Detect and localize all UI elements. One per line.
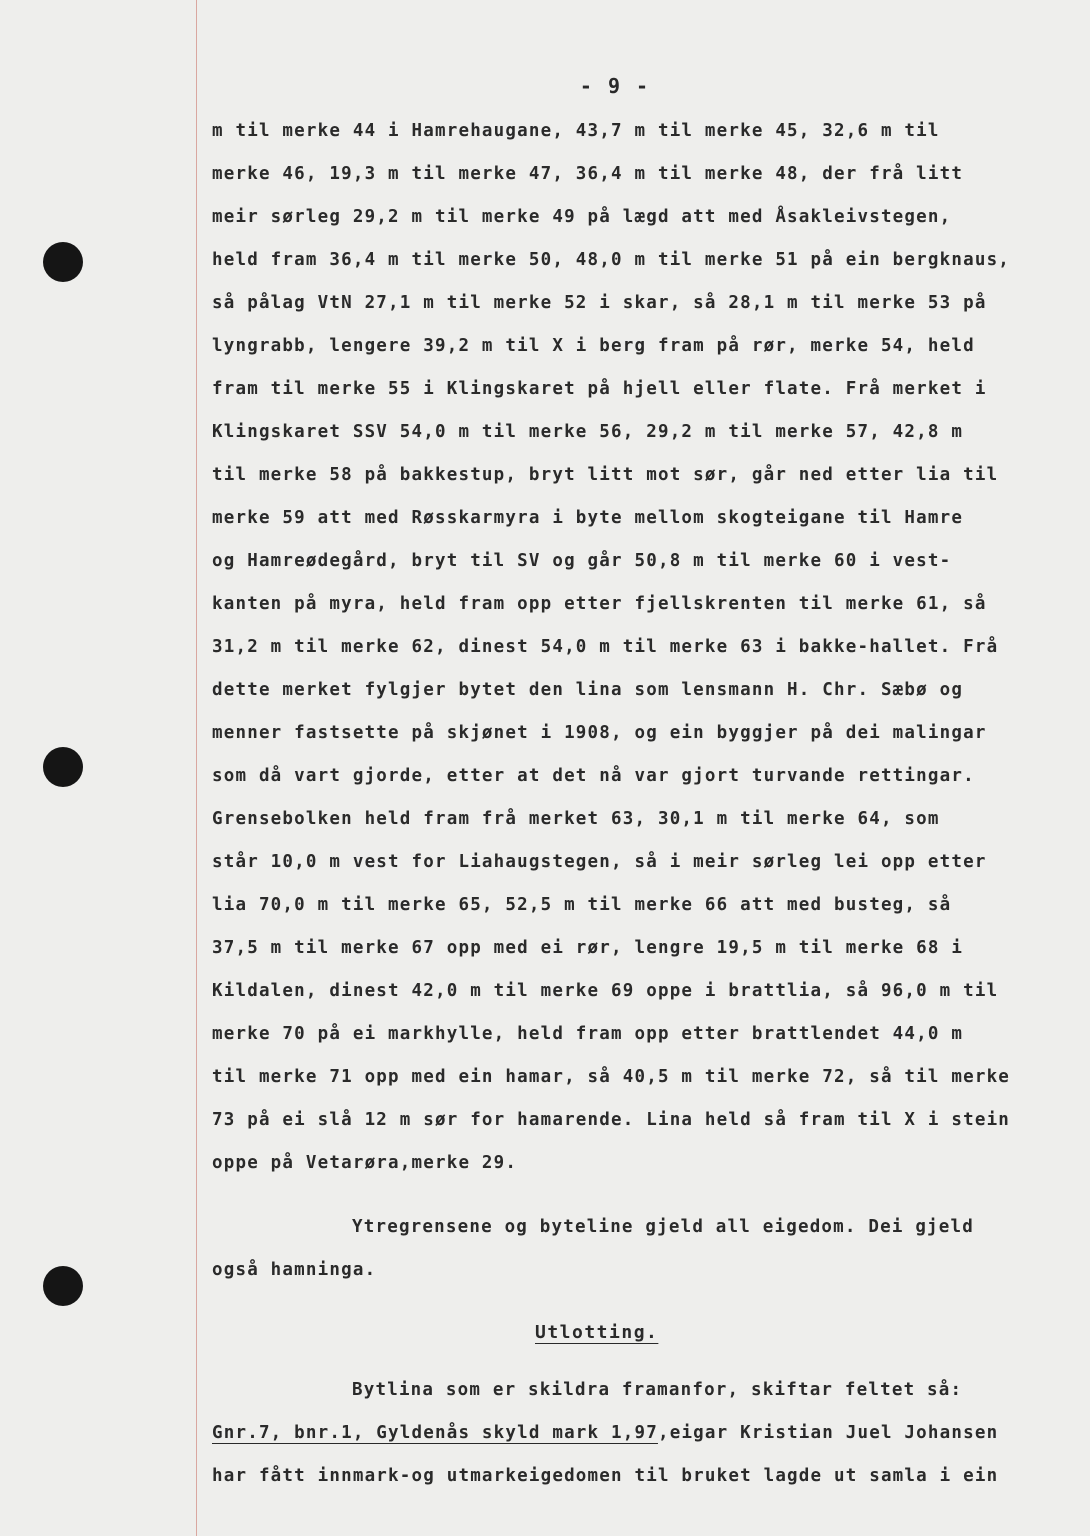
text-line: Ytregrensene og byteline gjeld all eigedom. Dei gjeld [352,1217,975,1237]
text-line: Klingskaret SSV 54,0 m til merke 56, 29,2 m til merke 57, 42,8 m [212,422,964,442]
text-line: merke 46, 19,3 m til merke 47, 36,4 m til merke 48, der frå litt [212,164,964,184]
punch-hole [43,747,83,787]
text-line: dette merket fylgjer bytet den lina som lensmann H. Chr. Sæbø og [212,680,964,700]
text-line [212,1423,998,1443]
text-line: også hamninga. [212,1260,377,1280]
text-line: 37,5 m til merke 67 opp med ei rør, lengre 19,5 m til merke 68 i [212,938,964,958]
text-line: til merke 58 på bakkestup, bryt litt mot sør, går ned etter lia til [212,465,999,485]
text-line: lyngrabb, lengere 39,2 m til X i berg fram på rør, merke 54, held [212,336,975,356]
page-number: - 9 - [579,74,651,98]
text-line: til merke 71 opp med ein hamar, så 40,5 m til merke 72, så til merke [212,1067,1011,1087]
text-line: kanten på myra, held fram opp etter fjellskrenten til merke 61, så [212,594,987,614]
punch-hole [43,242,83,282]
text-line: så pålag VtN 27,1 m til merke 52 i skar, så 28,1 m til merke 53 på [212,293,987,313]
punch-hole [43,1266,83,1306]
text-line: held fram 36,4 m til merke 50, 48,0 m til merke 51 på ein bergknaus, [212,250,1011,270]
section-heading: Utlotting. [535,1322,659,1343]
text-line: står 10,0 m vest for Liahaugstegen, så i meir sørleg lei opp etter [212,852,987,872]
text-line: som då vart gjorde, etter at det nå var gjort turvande rettingar. [212,766,975,786]
text-line: m til merke 44 i Hamrehaugane, 43,7 m til merke 45, 32,6 m til [212,121,940,141]
text-line: lia 70,0 m til merke 65, 52,5 m til merke 66 att med busteg, så [212,895,952,915]
text-line: merke 70 på ei markhylle, held fram opp etter brattlendet 44,0 m [212,1024,964,1044]
text-line: meir sørleg 29,2 m til merke 49 på lægd att med Åsakleivstegen, [212,207,952,227]
text-line: oppe på Vetarøra,merke 29. [212,1153,518,1173]
text-line: og Hamreødegård, bryt til SV og går 50,8 m til merke 60 i vest- [212,551,952,571]
margin-line [196,0,197,1536]
text-line: Kildalen, dinest 42,0 m til merke 69 oppe i brattlia, så 96,0 m til [212,981,999,1001]
text-line: 31,2 m til merke 62, dinest 54,0 m til merke 63 i bakke-hallet. Frå [212,637,999,657]
text-line: menner fastsette på skjønet i 1908, og ein byggjer på dei malingar [212,723,987,743]
text-line: merke 59 att med Røsskarmyra i byte mellom skogteigane til Hamre [212,508,964,528]
owner-text: ,eigar Kristian Juel Johansen [657,1423,999,1443]
text-line: Grensebolken held fram frå merket 63, 30,1 m til merke 64, som [212,809,940,829]
text-line: har fått innmark-og utmarkeigedomen til bruket lagde ut samla i ein [212,1466,999,1486]
text-line: fram til merke 55 i Klingskaret på hjell eller flate. Frå merket i [212,379,987,399]
text-line: Bytlina som er skildra framanfor, skiftar feltet så: [352,1380,963,1400]
text-line: 73 på ei slå 12 m sør for hamarende. Lina held så fram til X i stein [212,1110,1011,1130]
property-reference: Gnr.7, bnr.1, Gyldenås skyld mark 1,97 [212,1423,658,1443]
